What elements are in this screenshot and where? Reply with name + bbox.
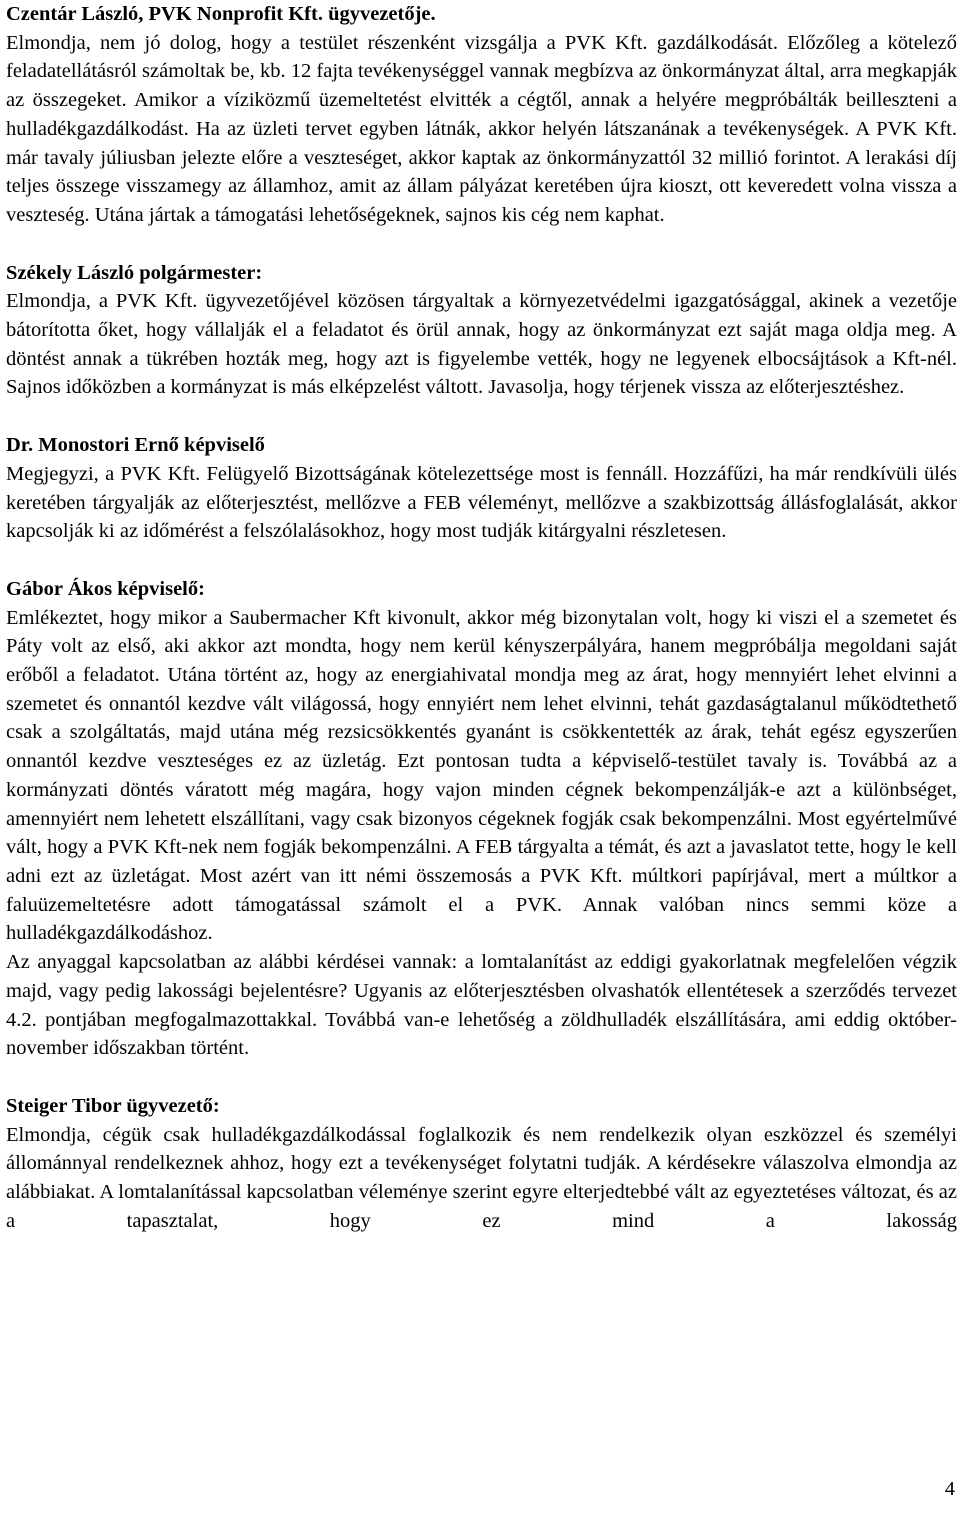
section-spacer — [6, 230, 957, 259]
speech-paragraph: Elmondja, a PVK Kft. ügyvezetőjével közösen tárgyaltak a környezetvédelmi igazgatósággal, akinek a vezetője bátorította őket, hogy vállalják el a feladatot és örül annak, hogy az önkormányzat ezt saját maga oldja meg. A döntést annak a tükrében hozták meg, hogy azt is figyelembe vették, hogy ne legyenek elbocsájtások a Kft-nél. Sajnos időközben a kormányzat is más elképzelést váltott. Javasolja, hogy térjenek vissza az előterjesztéshez. — [6, 290, 957, 399]
speech-paragraph: Az anyaggal kapcsolatban az alábbi kérdései vannak: a lomtalanítást az eddigi gyakorlatnak megfelelően végzik majd, vagy pedig lakossági bejelentésre? Ugyanis az előterjesztésben olvashatók ellentétesek a szerződés tervezet 4.2. pontjában megfogalmazottakkal. Továbbá van-e lehetőség a zöldhulladék elszállítására, ami eddig október-november időszakban történt. — [6, 951, 957, 1060]
section-czentar — [6, 0, 957, 230]
speech-paragraph: Elmondja, cégük csak hulladékgazdálkodással foglalkozik és nem rendelkezik olyan eszközzel és személyi állománnyal rendelkeznek ahhoz, hogy ezt a tevékenységet folytatni tudják. A kérdésekre válaszolva elmondja az alábbiakat. A lomtalanítással kapcsolatban véleménye szerint egyre elterjedtebbé vált az egyeztetéses változat, és az a tapasztalat, hogy ez mind a lakosság — [6, 1123, 957, 1232]
speech-paragraph: Megjegyzi, a PVK Kft. Felügyelő Bizottságának kötelezettsége most is fennáll. Hozzáfűzi, ha már rendkívüli ülés keretében tárgyalják az előterjesztést, mellőzve a FEB véleményt, mellőzve a szakbizottság állásfoglalását, akkor kapcsolják ki az időmérést a felszólalásokhoz, hogy most tudják kitárgyalni részletesen. — [6, 462, 957, 543]
speaker-heading: Dr. Monostori Ernő képviselő — [6, 434, 265, 457]
speech-paragraph: Elmondja, nem jó dolog, hogy a testület részenként vizsgálja a PVK Kft. gazdálkodását. Előzőleg a kötelező feladatellátásról számoltak be, kb. 12 fajta tevékenységgel vannak megbízva az önkormányzat által, arra megkapják az összegeket. Amikor a víziközmű üzemeltetést elvitték a cégtől, annak a helyére megpróbálták beilleszteni a hulladékgazdálkodást. Ha az üzleti tervet egyben látnák, akkor helyén látszanának a tevékenységek. A PVK Kft. már tavaly júliusban jelezte előre a veszteséget, akkor kaptak az önkormányzattól 32 millió forintot. A lerakási díj teljes összege visszamegy az államhoz, amit az állam pályázat keretében újra kioszt, ott keveredett volna vissza a veszteség. Utána jártak a támogatási lehetőségeknek, sajnos kis cég nem kaphat. — [6, 31, 957, 226]
section-spacer — [6, 546, 957, 575]
section-monostori — [6, 431, 957, 546]
document-page — [6, 0, 957, 1235]
speaker-heading: Czentár László, PVK Nonprofit Kft. ügyvezetője. — [6, 3, 436, 25]
speaker-heading: Steiger Tibor ügyvezető: — [6, 1094, 220, 1117]
section-szekely — [6, 259, 957, 403]
section-steiger — [6, 1092, 957, 1236]
section-spacer — [6, 402, 957, 431]
section-spacer — [6, 1063, 957, 1092]
page-number: 4 — [944, 1478, 955, 1500]
speaker-heading: Székely László polgármester: — [6, 261, 263, 284]
section-gabor — [6, 575, 957, 1063]
speaker-heading: Gábor Ákos képviselő: — [6, 577, 205, 600]
speech-paragraph: Emlékeztet, hogy mikor a Saubermacher Kft kivonult, akkor még bizonytalan volt, hogy ki viszi el a szemetet és Páty volt az első, aki akkor azt mondta, hogy nem kerül kényszerpályára, hanem megpróbálja megoldani saját erőből a feladatot. Utána történt az, hogy az energiahivatal mondja meg az árat, hogy mennyiért lehet elvinni a szemetet és onnantól kezdve vált világossá, hogy ennyiért nem lehet elvinni, tehát gazdaságtalanul működtethető csak a szolgáltatás, majd utána még rezsicsökkentés gyanánt is csökkentették az árak, tehát egész egyszerűen onnantól kezdve veszteséges ez az üzletág. Ezt pontosan tudta a képviselő-testület tavaly is. Továbbá az a kormányzati döntés váratott még magára, hogy vajon minden cégnek bekompenzálják-e azt a különbséget, amennyiért nem lehetett elszállítani, vagy csak bizonyos cégeknek fogják csak bekompenzálni. Most egyértelművé vált, hogy a PVK Kft-nek nem fogják bekompenzálni. A FEB tárgyalta a témát, és azt a javaslatot tette, hogy le kell adni ezt az üzletágat. Most azért van itt némi összemosás a PVK Kft. múltkori papírjával, mert a múltkor a faluüzemeltetésre adott támogatással számolt el a PVK. Annak valóban nincs semmi köze a hulladékgazdálkodáshoz. — [6, 606, 957, 945]
